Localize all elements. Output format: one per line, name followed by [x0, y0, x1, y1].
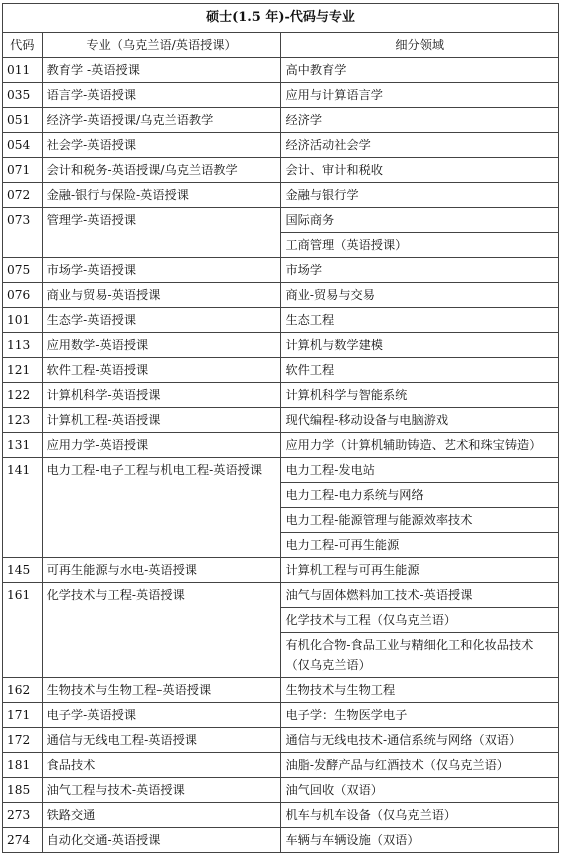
cell-fields [281, 183, 559, 208]
field-item: 商业-贸易与交易 [285, 288, 375, 302]
cell-code: 131 [3, 433, 43, 458]
field-item: 应用与计算语言学 [285, 88, 383, 102]
table-row [3, 283, 559, 308]
table-row [3, 458, 559, 558]
header-code: 代码 [3, 33, 43, 58]
table-row [3, 583, 559, 678]
field-item: 计算机科学与智能系统 [285, 388, 408, 402]
cell-major: 应用数学-英语授课 [42, 333, 281, 358]
field-item: 计算机工程与可再生能源 [285, 563, 420, 577]
field-item: 生物技术与生物工程 [285, 683, 396, 697]
cell-fields [281, 333, 559, 358]
cell-code: 054 [3, 133, 43, 158]
table-row [3, 58, 559, 83]
cell-fields [281, 778, 559, 803]
cell-fields [281, 383, 559, 408]
cell-fields [281, 728, 559, 753]
cell-code: 141 [3, 458, 43, 558]
table-row [3, 803, 559, 828]
field-item: 应用力学（计算机辅助铸造、艺术和珠宝铸造） [285, 438, 542, 452]
table-row [3, 208, 559, 258]
table-row [3, 308, 559, 333]
cell-major: 铁路交通 [42, 803, 281, 828]
cell-code: 121 [3, 358, 43, 383]
cell-code: 011 [3, 58, 43, 83]
table-row [3, 83, 559, 108]
cell-fields [281, 458, 559, 558]
field-item: 电力工程-电力系统与网络 [281, 483, 558, 508]
cell-major: 市场学-英语授课 [42, 258, 281, 283]
cell-code: 071 [3, 158, 43, 183]
cell-fields [281, 803, 559, 828]
field-item: 计算机与数学建模 [285, 338, 383, 352]
table-row [3, 383, 559, 408]
cell-major: 应用力学-英语授课 [42, 433, 281, 458]
table-row [3, 333, 559, 358]
table-row [3, 108, 559, 133]
cell-fields [281, 283, 559, 308]
table-row [3, 558, 559, 583]
cell-fields [281, 703, 559, 728]
field-item: 油气回收（双语） [285, 783, 383, 797]
table-row [3, 183, 559, 208]
cell-code: 051 [3, 108, 43, 133]
cell-major: 金融-银行与保险-英语授课 [42, 183, 281, 208]
field-item: 车辆与车辆设施（双语） [285, 833, 420, 847]
field-item: 电子学：生物医学电子 [285, 708, 408, 722]
cell-fields [281, 158, 559, 183]
field-item: 高中教育学 [285, 63, 347, 77]
cell-major: 电力工程-电子工程与机电工程-英语授课 [42, 458, 281, 558]
table-row [3, 258, 559, 283]
cell-major: 油气工程与技术-英语授课 [42, 778, 281, 803]
cell-code: 145 [3, 558, 43, 583]
field-item: 机车与机车设备（仅乌克兰语） [285, 808, 457, 822]
field-item: 电力工程-可再生能源 [285, 538, 400, 552]
field-item: 现代编程-移动设备与电脑游戏 [285, 413, 449, 427]
cell-major: 化学技术与工程-英语授课 [42, 583, 281, 678]
field-item: 经济活动社会学 [285, 138, 371, 152]
cell-code: 076 [3, 283, 43, 308]
cell-fields [281, 58, 559, 83]
field-item: 软件工程 [285, 363, 335, 377]
table-row [3, 753, 559, 778]
field-item: 会计、审计和税收 [285, 163, 383, 177]
cell-code: 101 [3, 308, 43, 333]
cell-major: 会计和税务-英语授课/乌克兰语教学 [42, 158, 281, 183]
field-item: 化学技术与工程（仅乌克兰语） [281, 608, 558, 633]
field-item: 国际商务 [281, 208, 558, 233]
cell-major: 电子学-英语授课 [42, 703, 281, 728]
table-row [3, 133, 559, 158]
field-item: 市场学 [285, 263, 323, 277]
field-item: 金融与银行学 [285, 188, 359, 202]
header-field: 细分领域 [281, 33, 559, 58]
degree-table [2, 3, 559, 853]
cell-code: 185 [3, 778, 43, 803]
cell-major: 商业与贸易-英语授课 [42, 283, 281, 308]
cell-code: 181 [3, 753, 43, 778]
cell-fields [281, 408, 559, 433]
header-major: 专业（乌克兰语/英语授课） [42, 33, 281, 58]
header-row [3, 33, 559, 58]
cell-fields [281, 558, 559, 583]
cell-code: 172 [3, 728, 43, 753]
cell-fields [281, 308, 559, 333]
cell-fields [281, 678, 559, 703]
table-title: 硕士(1.5 年)-代码与专业 [3, 4, 559, 33]
cell-fields [281, 108, 559, 133]
cell-major: 计算机工程-英语授课 [42, 408, 281, 433]
field-item: 工商管理（英语授课） [285, 238, 408, 252]
cell-fields [281, 208, 559, 258]
cell-code: 073 [3, 208, 43, 258]
table-row [3, 433, 559, 458]
field-item: 油脂-发酵产品与红酒技术（仅乌克兰语） [285, 758, 509, 772]
cell-code: 122 [3, 383, 43, 408]
cell-major: 生态学-英语授课 [42, 308, 281, 333]
cell-fields [281, 133, 559, 158]
cell-major: 管理学-英语授课 [42, 208, 281, 258]
cell-fields [281, 583, 559, 678]
cell-code: 274 [3, 828, 43, 853]
table-row [3, 828, 559, 853]
cell-major: 经济学-英语授课/乌克兰语教学 [42, 108, 281, 133]
table-row [3, 358, 559, 383]
cell-fields [281, 433, 559, 458]
cell-major: 通信与无线电工程-英语授课 [42, 728, 281, 753]
cell-major: 计算机科学-英语授课 [42, 383, 281, 408]
cell-code: 171 [3, 703, 43, 728]
cell-code: 072 [3, 183, 43, 208]
cell-fields [281, 753, 559, 778]
field-item: 有机化合物-食品工业与精细化工和化妆品技术（仅乌克兰语） [285, 638, 534, 672]
cell-major: 生物技术与生物工程–英语授课 [42, 678, 281, 703]
cell-code: 035 [3, 83, 43, 108]
table-row [3, 678, 559, 703]
degree-table-container [2, 3, 559, 853]
field-item: 电力工程-发电站 [281, 458, 558, 483]
table-row [3, 408, 559, 433]
field-item: 电力工程-能源管理与能源效率技术 [281, 508, 558, 533]
cell-fields [281, 358, 559, 383]
cell-fields [281, 258, 559, 283]
table-row [3, 703, 559, 728]
cell-major: 教育学 -英语授课 [42, 58, 281, 83]
field-item: 经济学 [285, 113, 323, 127]
table-row [3, 778, 559, 803]
cell-code: 162 [3, 678, 43, 703]
cell-fields [281, 828, 559, 853]
cell-code: 273 [3, 803, 43, 828]
table-row [3, 158, 559, 183]
cell-major: 自动化交通-英语授课 [42, 828, 281, 853]
cell-code: 113 [3, 333, 43, 358]
title-row [3, 4, 559, 33]
field-item: 通信与无线电技术-通信系统与网络（双语） [285, 733, 522, 747]
field-item: 油气与固体燃料加工技术-英语授课 [281, 583, 558, 608]
cell-code: 123 [3, 408, 43, 433]
field-item: 生态工程 [285, 313, 335, 327]
cell-major: 食品技术 [42, 753, 281, 778]
table-body [3, 58, 559, 853]
cell-major: 语言学-英语授课 [42, 83, 281, 108]
table-row [3, 728, 559, 753]
cell-major: 软件工程-英语授课 [42, 358, 281, 383]
cell-major: 可再生能源与水电-英语授课 [42, 558, 281, 583]
cell-code: 075 [3, 258, 43, 283]
cell-major: 社会学-英语授课 [42, 133, 281, 158]
cell-code: 161 [3, 583, 43, 678]
cell-fields [281, 83, 559, 108]
